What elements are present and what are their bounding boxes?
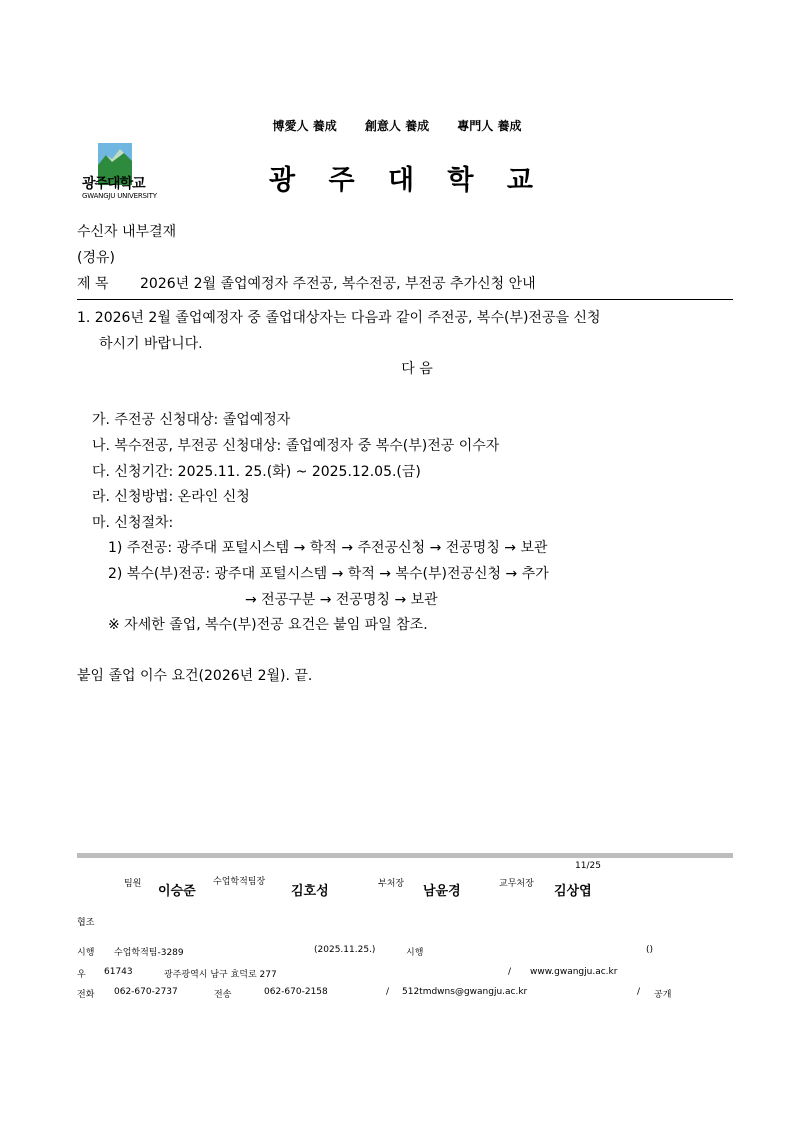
- phone-number: 062-670-2737: [114, 987, 178, 997]
- item-na: 나. 복수전공, 부전공 신청대상: 졸업예정자 중 복수(부)전공 이수자: [92, 438, 500, 454]
- signer-3-name: 남윤경: [423, 884, 461, 899]
- item-ra: 라. 신청방법: 온라인 신청: [92, 489, 250, 505]
- fax-number: 062-670-2158: [264, 987, 328, 997]
- motto-line: [0, 117, 794, 134]
- separator-2: /: [386, 987, 390, 997]
- signer-1-title: 팀원: [124, 879, 142, 889]
- step-2: 2) 복수(부)전공: 광주대 포털시스템 → 학적 → 복수(부)전공신청 → 추가: [108, 566, 549, 582]
- phone-label: 전화: [77, 990, 95, 1000]
- paragraph-1-line-2: 하시기 바랍니다.: [99, 336, 203, 352]
- email-link[interactable]: 512tmdwns@gwangju.ac.kr: [402, 987, 528, 997]
- enforce-label: 시행: [77, 948, 95, 958]
- paragraph-1-line-1: 1. 2026년 2월 졸업예정자 중 졸업대상자는 다음과 같이 주전공, 복수(부)전공을 신청: [77, 310, 601, 326]
- motto-1: 博愛人 養成: [272, 119, 337, 133]
- item-ma: 마. 신청절차:: [92, 515, 174, 531]
- separator-3: /: [637, 987, 641, 997]
- disclosure-status: 공개: [654, 990, 672, 1000]
- subject: 2026년 2월 졸업예정자 주전공, 복수전공, 부전공 추가신청 안내: [140, 276, 536, 292]
- attachment: 붙임 졸업 이수 요건(2026년 2월). 끝.: [77, 668, 313, 684]
- zip-code: 61743: [104, 967, 133, 977]
- item-ga: 가. 주전공 신청대상: 졸업예정자: [92, 412, 291, 428]
- school-name: 광 주 대 학 교: [268, 165, 545, 196]
- logo-text-en: GWANGJU UNIVERSITY: [82, 192, 157, 200]
- subject-label: 제 목: [77, 276, 109, 292]
- signer-4-name: 김상엽: [554, 884, 592, 899]
- step-2-continued: → 전공구분 → 전공명칭 → 보관: [245, 592, 438, 608]
- motto-3: 專門人 養成: [457, 119, 522, 133]
- title-divider: [77, 299, 733, 300]
- receive-label: 시행: [406, 948, 424, 958]
- signer-1-name: 이승준: [158, 884, 196, 899]
- recipient: 수신자 내부결재: [77, 224, 177, 240]
- zip-label: 우: [77, 970, 86, 980]
- signer-4-title: 교무처장: [499, 879, 534, 889]
- cooperation-label: 협조: [77, 918, 95, 928]
- item-da: 다. 신청기간: 2025.11. 25.(화) ~ 2025.12.05.(금): [92, 464, 421, 480]
- separator-1: /: [508, 967, 512, 977]
- center-heading: 다 음: [401, 361, 433, 377]
- enforce-number: 수업학적팀-3289: [114, 948, 184, 958]
- fax-label: 전송: [214, 990, 232, 1000]
- logo-text-kr: 광주대학교: [82, 176, 145, 192]
- signer-2-title: 수업학적팀장: [213, 877, 266, 887]
- step-1: 1) 주전공: 광주대 포털시스템 → 학적 → 주전공신청 → 전공명칭 → 보관: [108, 540, 548, 556]
- signer-3-title: 부처장: [378, 879, 405, 889]
- signer-2-name: 김호성: [291, 884, 329, 899]
- via: (경유): [77, 250, 115, 266]
- address: 광주광역시 남구 효덕로 277: [164, 970, 277, 980]
- approval-divider: [77, 853, 733, 858]
- enforce-date: (2025.11.25.): [314, 945, 376, 955]
- website-link[interactable]: www.gwangju.ac.kr: [530, 967, 618, 977]
- approval-date: 11/25: [575, 861, 601, 871]
- motto-2: 創意人 養成: [364, 119, 430, 133]
- note: ※ 자세한 졸업, 복수(부)전공 요건은 붙임 파일 참조.: [108, 617, 428, 633]
- receive-value: (): [646, 945, 654, 955]
